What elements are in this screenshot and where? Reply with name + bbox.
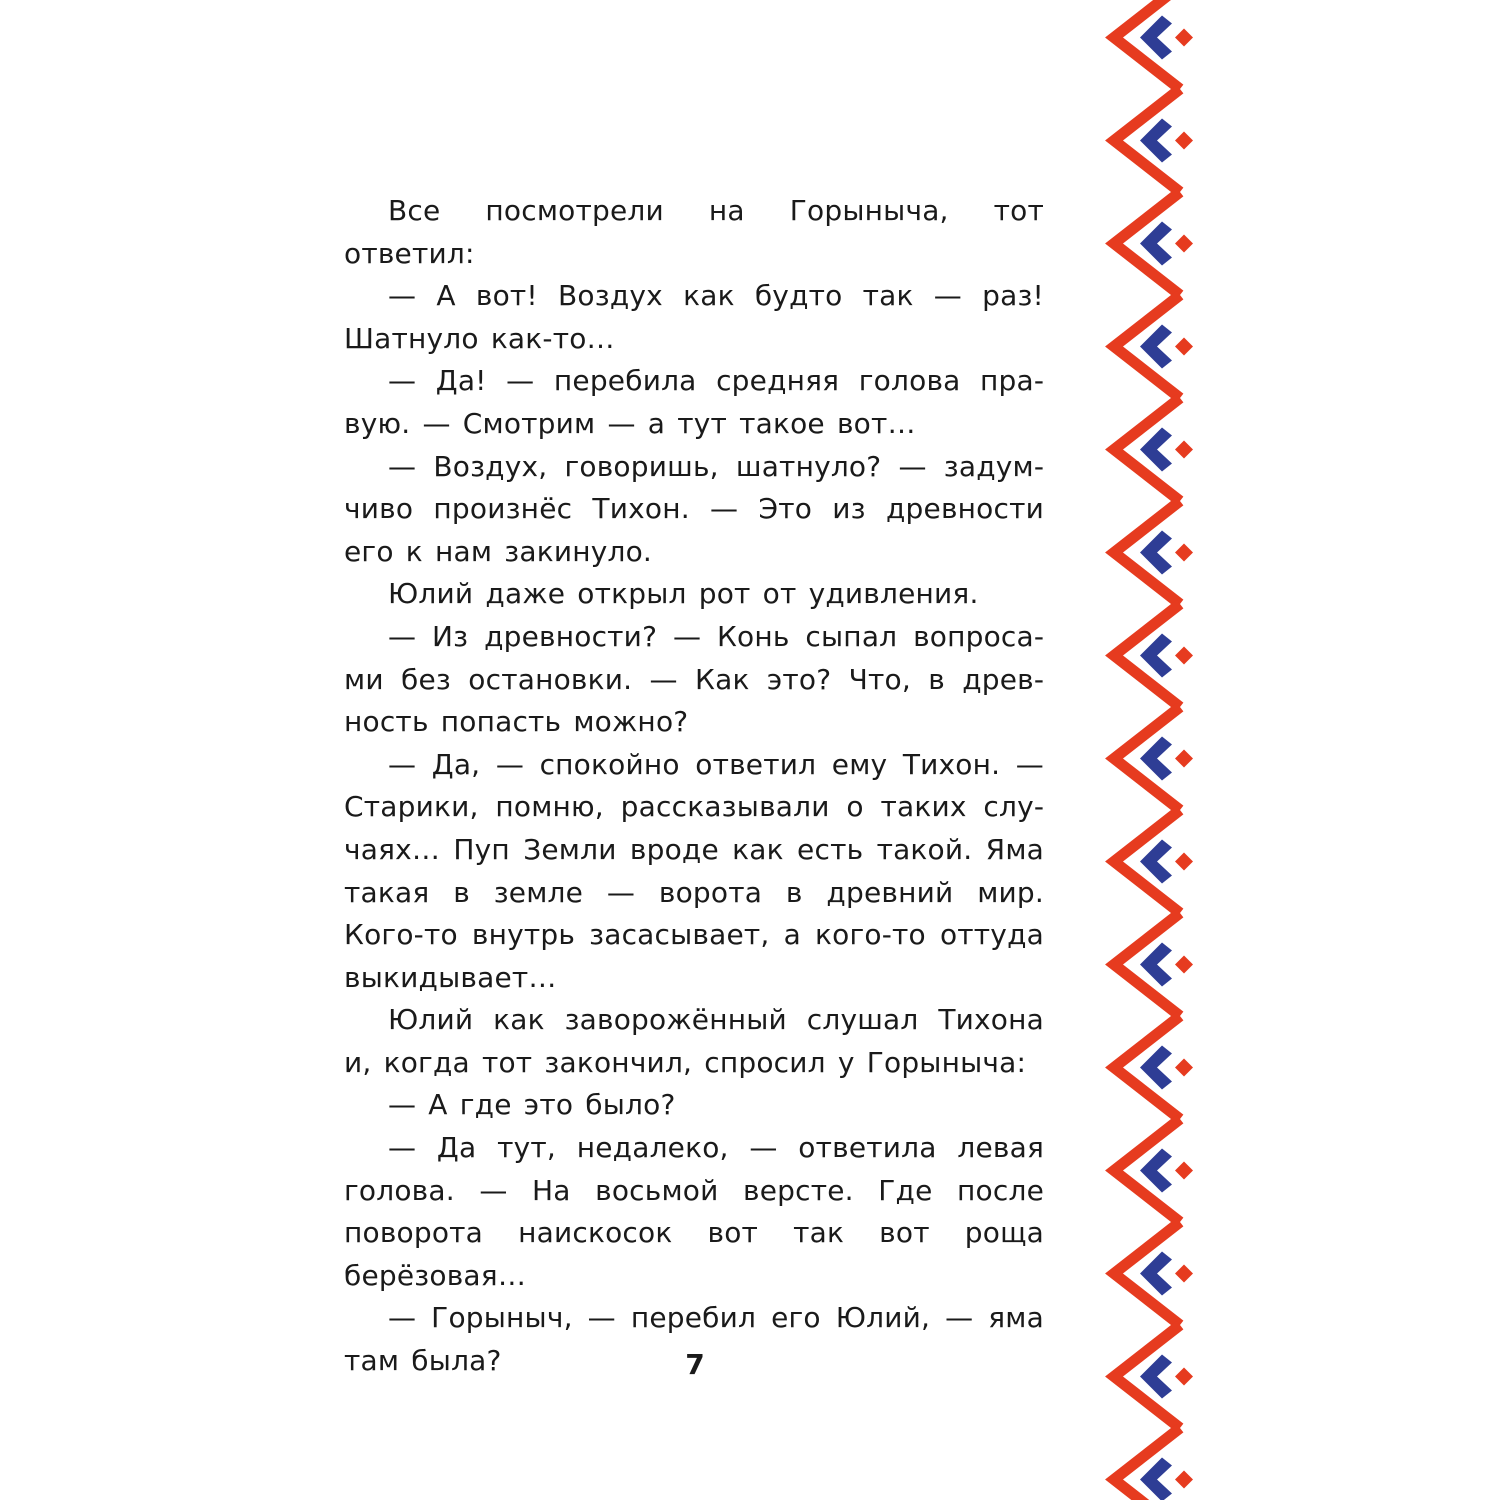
ornament-motif [1114, 1222, 1193, 1325]
paragraph-4: — Воздух, говоришь, шатнуло? — задумчиво произнёс Тихон. — Это из древности его к нам закинуло. [344, 449, 1044, 568]
diamond-shape [1175, 750, 1193, 768]
diamond-shape [1175, 441, 1193, 459]
chevron-shape [1140, 531, 1172, 575]
folk-ornament-border [1100, 0, 1210, 1500]
chevron-shape [1140, 1355, 1172, 1399]
chevron-shape [1140, 325, 1172, 369]
paragraph-11: — Горыныч, — перебил его Юлий, — яма там была? [344, 1301, 1044, 1378]
paragraph-2: — А вот! Воздух как будто так — раз! Шатнуло как-то… [344, 279, 1044, 355]
diamond-shape [1175, 1059, 1193, 1077]
paragraph-10: — Да тут, недалеко, — ответила левая голова. — На восьмой версте. Где после поворота наискосок вот так вот роща берёзовая… [344, 1131, 1044, 1292]
ornament-motif [1114, 0, 1193, 89]
chevron-shape [1140, 943, 1172, 987]
chevron-shape [1140, 634, 1172, 678]
chevron-shape [1140, 1458, 1172, 1500]
chevron-shape [1140, 1046, 1172, 1090]
diamond-shape [1175, 1471, 1193, 1489]
paragraph-1: Все посмотрели на Горыныча, тот ответил: [344, 194, 1044, 270]
page-number: 7 [685, 1348, 705, 1381]
ornament-motif [1114, 1325, 1193, 1428]
chevron-shape [1140, 16, 1172, 60]
diamond-shape [1175, 235, 1193, 253]
diamond-shape [1175, 1265, 1193, 1283]
diamond-shape [1175, 647, 1193, 665]
ornament-motif [1114, 810, 1193, 913]
chevron-shape [1140, 1252, 1172, 1296]
diamond-shape [1175, 853, 1193, 871]
story-text [344, 190, 1044, 1383]
diamond-shape [1175, 132, 1193, 150]
diamond-shape [1175, 956, 1193, 974]
diamond-shape [1175, 1368, 1193, 1386]
ornament-motif [1114, 1428, 1193, 1500]
ornament-motif [1114, 295, 1193, 398]
diamond-shape [1175, 544, 1193, 562]
paragraph-6: — Из древности? — Конь сыпал вопросами без остановки. — Как это? Что, в древность попасть можно? [344, 619, 1044, 739]
ornament-motif [1114, 913, 1193, 1016]
ornament-motif [1114, 192, 1193, 295]
diamond-shape [1175, 29, 1193, 47]
chevron-shape [1140, 428, 1172, 472]
paragraph-9: — А где это было? [388, 1088, 676, 1122]
diamond-shape [1175, 338, 1193, 356]
ornament-motif [1114, 89, 1193, 192]
diamond-shape [1175, 1162, 1193, 1180]
chevron-shape [1140, 119, 1172, 163]
paragraph-8: Юлий как заворожённый слушал Тихона и, когда тот закончил, спросил у Горыныча: [344, 1003, 1044, 1079]
ornament-motif [1114, 1016, 1193, 1119]
ornament-motif [1114, 604, 1193, 707]
ornament-motif [1114, 501, 1193, 604]
chevron-shape [1140, 840, 1172, 884]
chevron-shape [1140, 222, 1172, 266]
chevron-shape [1140, 1149, 1172, 1193]
paragraph-3: — Да! — перебила средняя голова правую. — Смотрим — а тут такое вот… [344, 364, 1044, 440]
ornament-motif [1114, 1119, 1193, 1222]
paragraph-7: — Да, — спокойно ответил ему Тихон. — Старики, помню, рассказывали о таких случаях… Пуп Земли вроде как есть такой. Яма такая в земле — ворота в древний мир. Кого-то внутрь засасывает, а кого-то оттуда выкидывает… [344, 747, 1044, 994]
ornament-motif [1114, 707, 1193, 810]
paragraph-5: Юлий даже открыл рот от удивления. [388, 577, 979, 611]
ornament-motif [1114, 398, 1193, 501]
chevron-shape [1140, 737, 1172, 781]
